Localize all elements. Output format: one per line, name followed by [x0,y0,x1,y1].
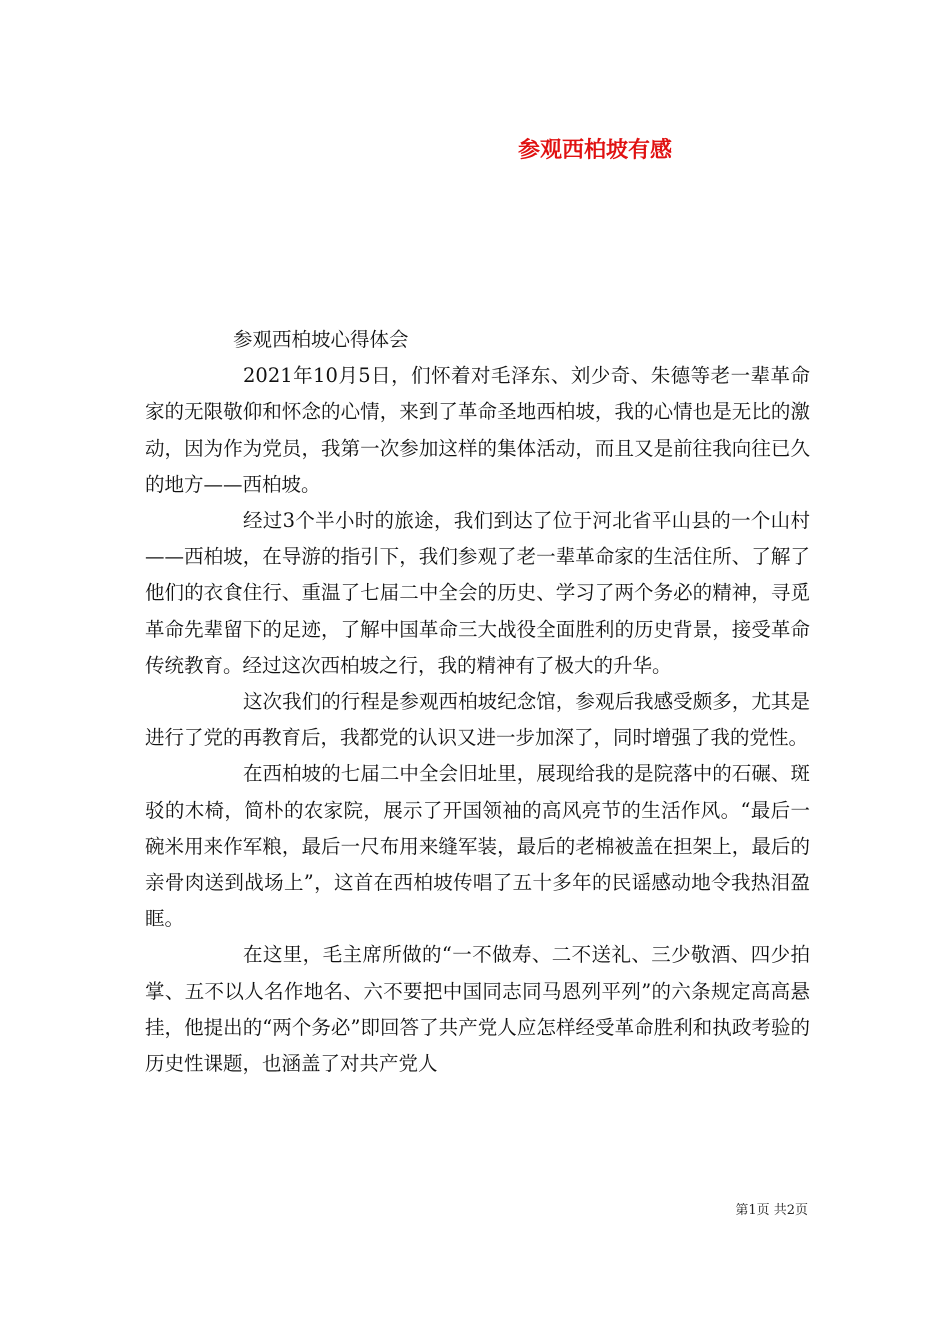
document-title: 参观西柏坡有感 [517,137,672,163]
paragraph-3: 这次我们的行程是参观西柏坡纪念馆，参观后我感受颇多，尤其是进行了党的再教育后，我都党的认识又进一步加深了，同时增强了我的党性。 [145,690,810,750]
paragraph-2: 经过3个半小时的旅途，我们到达了位于河北省平山县的一个山村——西柏坡，在导游的指引下，我们参观了老一辈革命家的生活住所、了解了他们的衣食住行、重温了七届二中全会的历史、学习了两个务必的精神，寻觅革命先辈留下的足迹，了解中国革命三大战役全面胜利的历史背景，接受革命传统教育。经过这次西柏坡之行，我的精神有了极大的升华。 [145,509,810,677]
document-subtitle: 参观西柏坡心得体会 [233,328,409,351]
paragraph-4: 在西柏坡的七届二中全会旧址里，展现给我的是院落中的石碾、斑驳的木椅，简朴的农家院，展示了开国领袖的高风亮节的生活作风。“最后一碗米用来作军粮，最后一尺布用来缝军装，最后的老棉被盖在担架上，最后的亲骨肉送到战场上”，这首在西柏坡传唱了五十多年的民谣感动地令我热泪盈眶。 [145,762,810,931]
paragraph-5: 在这里，毛主席所做的“一不做寿、二不送礼、三少敬酒、四少拍掌、五不以人名作地名、六不要把中国同志同马恩列平列”的六条规定高高悬挂，他提出的“两个务必”即回答了共产党人应怎样经受革命胜利和执政考验的历史性课题，也涵盖了对共产党人 [145,943,810,1076]
paragraph-1: 2021年10月5日，们怀着对毛泽东、刘少奇、朱德等老一辈革命家的无限敬仰和怀念的心情，来到了革命圣地西柏坡，我的心情也是无比的激动，因为作为党员，我第一次参加这样的集体活动，而且又是前往我向往已久的地方——西柏坡。 [145,364,810,496]
document-body [145,322,810,1082]
page-number-footer: 第1页 共2页 [735,1203,808,1218]
